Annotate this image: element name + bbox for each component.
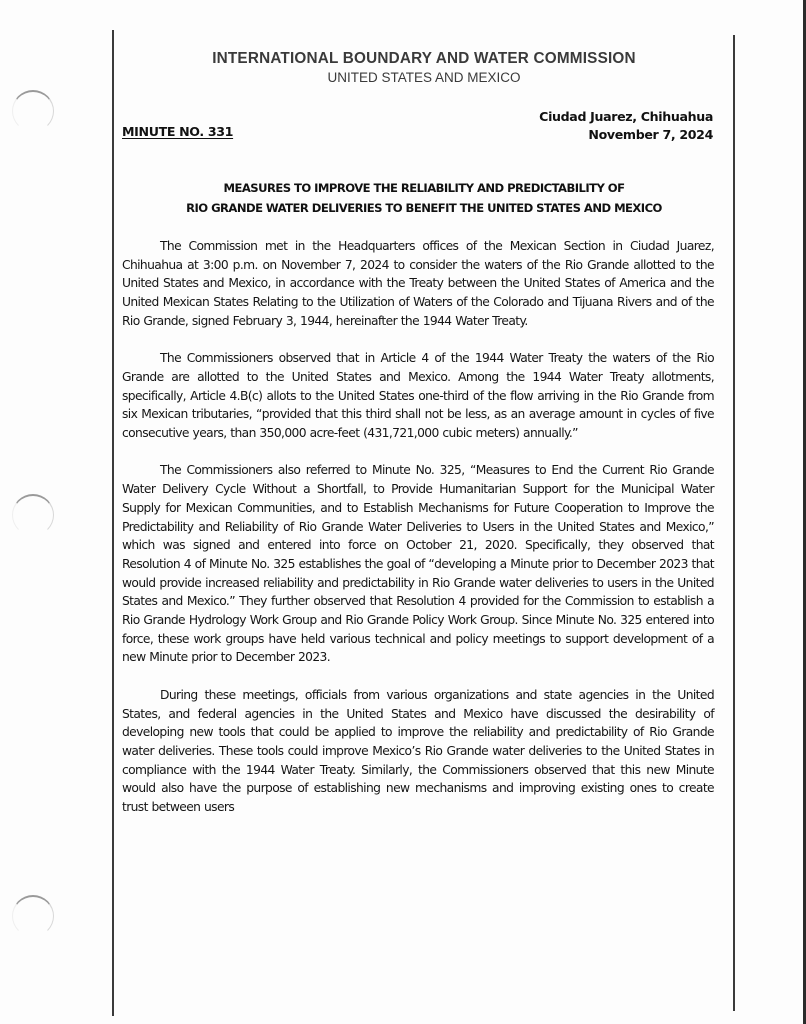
binder-hole-icon [12,90,54,132]
minute-number: MINUTE NO. 331 [122,124,234,139]
binder-hole-icon [12,895,54,937]
paragraph: The Commission met in the Headquarters offices of the Mexican Section in Ciudad Juarez, Chihuahua at 3:00 p.m. on November 7, 2024 to consider the waters of the Rio Grande allotted to the United States and Mexico, in accordance with the Treaty between the United States of America and the United Mexican States Relating to the Utilization of Waters of the Colorado and Tijuana Rivers and of the Rio Grande, signed February 3, 1944, hereinafter the 1944 Water Treaty. [122,239,714,328]
date: November 7, 2024 [588,127,713,142]
paragraph: The Commissioners also referred to Minute No. 325, “Measures to End the Current Rio Grande Water Delivery Cycle Without a Shortfall, to Provide Humanitarian Support for the Municipal Water Supply for Mexican Communities, and to Establish Mechanisms for Future Cooperation to Improve the Predictability and Reliability of Rio Grande Water Deliveries to Users in the United States and Mexico,” which was signed and entered into force on October 21, 2020. Specifically, they observed that Resolution 4 of Minute No. 325 establishes the goal of “developing a Minute prior to December 2023 that would provide increased reliability and predictability in Rio Grande water deliveries to users in the United States and Mexico.” They further observed that Resolution 4 provided for the Commission to establish a Rio Grande Hydrology Work Group and Rio Grande Policy Work Group. Since Minute No. 325 entered into force, these work groups have held various technical and policy meetings to support development of a new Minute prior to December 2023. [122,463,714,665]
document-title-line-1: MEASURES TO IMPROVE THE RELIABILITY AND PREDICTABILITY OF [223,181,625,195]
binder-hole-icon [12,494,54,536]
document-body [122,237,714,835]
paragraph: During these meetings, officials from various organizations and state agencies in the United States, and federal agencies in the United States and Mexico have discussed the desirability of developing new tools that could be applied to improve the reliability and predictability of Rio Grande water deliveries. These tools could improve Mexico’s Rio Grande water deliveries to the United States in compliance with the 1944 Water Treaty. Similarly, the Commissioners observed that this new Minute would also have the purpose of establishing new mechanisms and improving existing ones to create trust between users [122,687,714,815]
location: Ciudad Juarez, Chihuahua [539,109,713,124]
location-date-block [539,108,713,144]
document-title-line-2: RIO GRANDE WATER DELIVERIES TO BENEFIT THE UNITED STATES AND MEXICO [186,201,662,215]
organization-name: INTERNATIONAL BOUNDARY AND WATER COMMISSION [212,50,636,67]
document-title [114,178,734,218]
organization-subtitle: UNITED STATES AND MEXICO [327,70,521,85]
paragraph: The Commissioners observed that in Article 4 of the 1944 Water Treaty the waters of the Rio Grande are allotted to the United States and Mexico. Among the 1944 Water Treaty allotments, specifically, Article 4.B(c) allots to the United States one-third of the flow arriving in the Rio Grande from six Mexican tributaries, “provided that this third shall not be less, as an average amount in cycles of five consecutive years, than 350,000 acre-feet (431,721,000 cubic meters) annually.” [122,351,714,441]
